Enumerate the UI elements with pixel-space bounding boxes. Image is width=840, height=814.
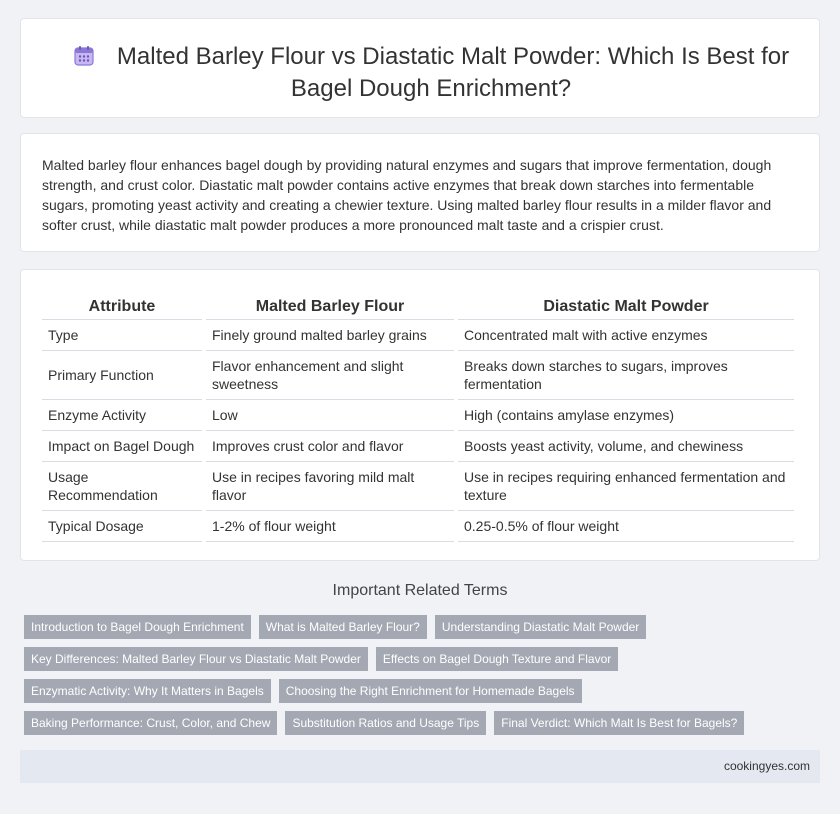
related-term-link[interactable]: Choosing the Right Enrichment for Homemade Bagels [279,679,582,703]
table-row [42,430,796,461]
related-term-link[interactable]: Understanding Diastatic Malt Powder [435,615,646,639]
table-row [42,461,796,510]
table-cell: Finely ground malted barley grains [204,319,456,350]
table-cell: Boosts yeast activity, volume, and chewiness [456,430,796,461]
column-header-diastatic-malt-powder: Diastatic Malt Powder [456,295,796,319]
table-cell: Primary Function [42,350,204,399]
page-title-text: Malted Barley Flour vs Diastatic Malt Powder: Which Is Best for Bagel Dough Enrichment? [116,43,790,102]
related-terms-title: Important Related Terms [332,582,508,599]
table-cell: 0.25-0.5% of flour weight [456,510,796,541]
related-term-link[interactable]: Introduction to Bagel Dough Enrichment [24,615,251,639]
table-row [42,399,796,430]
table-cell: Typical Dosage [42,510,204,541]
table-row [42,319,796,350]
related-term-link[interactable]: Final Verdict: Which Malt Is Best for Bagels? [494,711,744,735]
calendar-icon [73,44,95,66]
summary-text: Malted barley flour enhances bagel dough by providing natural enzymes and sugars that improve fermentation, dough strength, and crust color. Diastatic malt powder contains active enzymes that break down starches into fermentable sugars, promoting yeast activity and creating a chewier texture. Using malted barley flour results in a milder flavor and softer crust, while diastatic malt powder produces a more pronounced malt taste and a crispier crust. [42,157,772,233]
table-cell: Use in recipes requiring enhanced fermentation and texture [456,461,796,510]
related-term-link[interactable]: What is Malted Barley Flour? [259,615,427,639]
related-term-link[interactable]: Baking Performance: Crust, Color, and Chew [24,711,277,735]
related-term-link[interactable]: Effects on Bagel Dough Texture and Flavor [376,647,618,671]
page-title [61,41,801,105]
table-cell: 1-2% of flour weight [204,510,456,541]
tag-row [24,711,824,735]
related-term-link[interactable]: Substitution Ratios and Usage Tips [285,711,486,735]
table-cell: Enzyme Activity [42,399,204,430]
table-cell: Use in recipes favoring mild malt flavor [204,461,456,510]
column-header-malted-barley-flour: Malted Barley Flour [204,295,456,319]
comparison-card [20,269,820,561]
tag-row [24,615,824,639]
related-term-link[interactable]: Enzymatic Activity: Why It Matters in Bagels [24,679,271,703]
table-row [42,350,796,399]
title-wrap [61,41,801,105]
header-card [20,18,820,118]
tag-row [24,679,824,703]
summary-card [20,133,820,252]
table-cell: Concentrated malt with active enzymes [456,319,796,350]
tag-row [24,647,824,671]
table-cell: Low [204,399,456,430]
column-header-attribute: Attribute [42,295,204,319]
related-terms-tags [24,615,824,743]
comparison-table [42,295,798,542]
table-cell: Type [42,319,204,350]
table-row [42,510,796,541]
table-cell: Usage Recommendation [42,461,204,510]
table-cell: High (contains amylase enzymes) [456,399,796,430]
footer [20,750,820,783]
related-term-link[interactable]: Key Differences: Malted Barley Flour vs Diastatic Malt Powder [24,647,368,671]
table-cell: Impact on Bagel Dough [42,430,204,461]
table-cell: Improves crust color and flavor [204,430,456,461]
footer-site-name[interactable]: cookingyes.com [723,759,810,773]
table-cell: Flavor enhancement and slight sweetness [204,350,456,399]
table-cell: Breaks down starches to sugars, improves fermentation [456,350,796,399]
table-header-row [42,295,796,319]
